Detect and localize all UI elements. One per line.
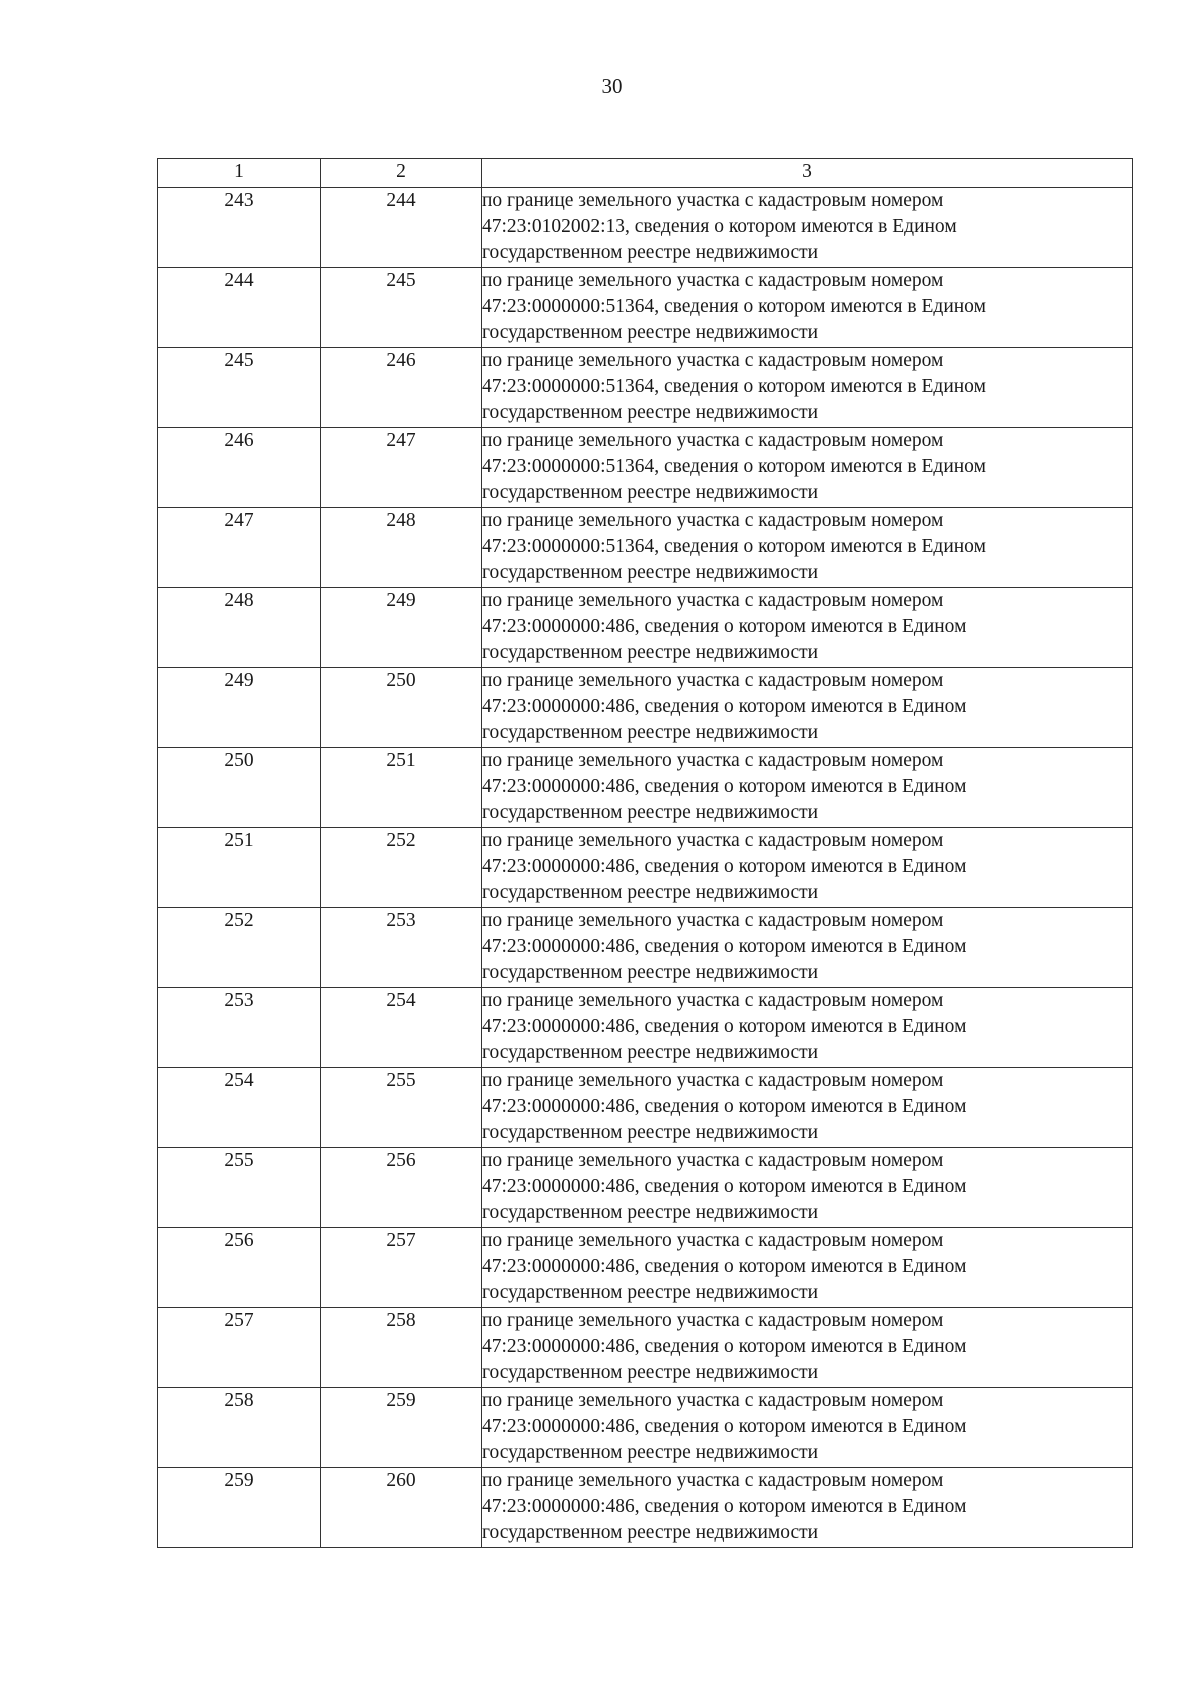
point-to-cell: 258 — [321, 1308, 482, 1388]
boundary-description-cell — [482, 908, 1133, 988]
description-line: государственном реестре недвижимости — [482, 482, 819, 503]
point-to-cell: 245 — [321, 268, 482, 348]
point-from-cell: 259 — [158, 1468, 321, 1548]
table-row — [158, 1468, 1133, 1548]
point-from-cell: 257 — [158, 1308, 321, 1388]
boundary-description-cell — [482, 1148, 1133, 1228]
point-from-cell: 250 — [158, 748, 321, 828]
description-line: государственном реестре недвижимости — [482, 1202, 819, 1223]
description-line: по границе земельного участка с кадастровым номером — [482, 1070, 944, 1091]
point-from-cell: 255 — [158, 1148, 321, 1228]
table-row — [158, 588, 1133, 668]
description-line: по границе земельного участка с кадастровым номером — [482, 510, 944, 531]
point-to-cell: 256 — [321, 1148, 482, 1228]
point-to-cell: 247 — [321, 428, 482, 508]
description-line: 47:23:0000000:486, сведения о котором имеются в Едином — [482, 1496, 967, 1517]
description-line: 47:23:0000000:486, сведения о котором имеются в Едином — [482, 1096, 967, 1117]
point-from-cell: 249 — [158, 668, 321, 748]
boundary-description-cell — [482, 588, 1133, 668]
point-from-cell: 252 — [158, 908, 321, 988]
point-from-cell: 243 — [158, 188, 321, 268]
description-line: по границе земельного участка с кадастровым номером — [482, 1150, 944, 1171]
table-row — [158, 428, 1133, 508]
boundary-description-cell — [482, 508, 1133, 588]
table-row — [158, 908, 1133, 988]
point-to-cell: 246 — [321, 348, 482, 428]
description-line: 47:23:0000000:486, сведения о котором имеются в Едином — [482, 1336, 967, 1357]
point-to-cell: 254 — [321, 988, 482, 1068]
description-line: по границе земельного участка с кадастровым номером — [482, 1230, 944, 1251]
point-to-cell: 255 — [321, 1068, 482, 1148]
description-line: 47:23:0102002:13, сведения о котором имеются в Едином — [482, 216, 957, 237]
boundary-table — [157, 158, 1133, 1548]
description-line: 47:23:0000000:51364, сведения о котором имеются в Едином — [482, 536, 986, 557]
table-row — [158, 1228, 1133, 1308]
table-row — [158, 988, 1133, 1068]
description-line: 47:23:0000000:486, сведения о котором имеются в Едином — [482, 776, 967, 797]
description-line: государственном реестре недвижимости — [482, 562, 819, 583]
table-row — [158, 1148, 1133, 1228]
point-from-cell: 251 — [158, 828, 321, 908]
description-line: государственном реестре недвижимости — [482, 722, 819, 743]
description-line: по границе земельного участка с кадастровым номером — [482, 910, 944, 931]
description-line: государственном реестре недвижимости — [482, 322, 819, 343]
boundary-description-cell — [482, 748, 1133, 828]
description-line: государственном реестре недвижимости — [482, 1122, 819, 1143]
description-line: 47:23:0000000:486, сведения о котором имеются в Едином — [482, 1256, 967, 1277]
point-from-cell: 253 — [158, 988, 321, 1068]
boundary-description-cell — [482, 268, 1133, 348]
point-to-cell: 260 — [321, 1468, 482, 1548]
boundary-description-cell — [482, 1068, 1133, 1148]
boundary-description-cell — [482, 1308, 1133, 1388]
table-header-row — [158, 159, 1133, 188]
description-line: по границе земельного участка с кадастровым номером — [482, 270, 944, 291]
point-to-cell: 244 — [321, 188, 482, 268]
description-line: 47:23:0000000:486, сведения о котором имеются в Едином — [482, 696, 967, 717]
point-from-cell: 245 — [158, 348, 321, 428]
point-to-cell: 257 — [321, 1228, 482, 1308]
description-line: по границе земельного участка с кадастровым номером — [482, 1470, 944, 1491]
description-line: по границе земельного участка с кадастровым номером — [482, 750, 944, 771]
description-line: по границе земельного участка с кадастровым номером — [482, 1310, 944, 1331]
point-to-cell: 251 — [321, 748, 482, 828]
boundary-description-cell — [482, 188, 1133, 268]
description-line: по границе земельного участка с кадастровым номером — [482, 590, 944, 611]
table-row — [158, 748, 1133, 828]
description-line: государственном реестре недвижимости — [482, 642, 819, 663]
description-line: 47:23:0000000:486, сведения о котором имеются в Едином — [482, 1016, 967, 1037]
table-row — [158, 348, 1133, 428]
description-line: 47:23:0000000:51364, сведения о котором имеются в Едином — [482, 456, 986, 477]
point-from-cell: 256 — [158, 1228, 321, 1308]
point-from-cell: 248 — [158, 588, 321, 668]
description-line: по границе земельного участка с кадастровым номером — [482, 670, 944, 691]
table-row — [158, 1388, 1133, 1468]
column-header-1: 1 — [158, 159, 321, 188]
description-line: по границе земельного участка с кадастровым номером — [482, 430, 944, 451]
description-line: государственном реестре недвижимости — [482, 962, 819, 983]
boundary-description-cell — [482, 1388, 1133, 1468]
point-from-cell: 246 — [158, 428, 321, 508]
description-line: государственном реестре недвижимости — [482, 402, 819, 423]
boundary-description-cell — [482, 348, 1133, 428]
description-line: государственном реестре недвижимости — [482, 882, 819, 903]
description-line: государственном реестре недвижимости — [482, 1442, 819, 1463]
boundary-description-cell — [482, 1228, 1133, 1308]
column-header-3: 3 — [482, 159, 1133, 188]
description-line: 47:23:0000000:486, сведения о котором имеются в Едином — [482, 936, 967, 957]
table-row — [158, 188, 1133, 268]
point-from-cell: 254 — [158, 1068, 321, 1148]
boundary-description-cell — [482, 668, 1133, 748]
page-number: 30 — [601, 74, 623, 98]
description-line: государственном реестре недвижимости — [482, 1282, 819, 1303]
description-line: государственном реестре недвижимости — [482, 1522, 819, 1543]
description-line: 47:23:0000000:486, сведения о котором имеются в Едином — [482, 616, 967, 637]
table-row — [158, 268, 1133, 348]
boundary-description-cell — [482, 988, 1133, 1068]
point-to-cell: 259 — [321, 1388, 482, 1468]
boundary-description-cell — [482, 1468, 1133, 1548]
point-from-cell: 244 — [158, 268, 321, 348]
description-line: государственном реестре недвижимости — [482, 1362, 819, 1383]
point-from-cell: 258 — [158, 1388, 321, 1468]
point-from-cell: 247 — [158, 508, 321, 588]
point-to-cell: 250 — [321, 668, 482, 748]
description-line: 47:23:0000000:51364, сведения о котором имеются в Едином — [482, 296, 986, 317]
table-row — [158, 668, 1133, 748]
description-line: по границе земельного участка с кадастровым номером — [482, 190, 944, 211]
description-line: государственном реестре недвижимости — [482, 242, 819, 263]
description-line: по границе земельного участка с кадастровым номером — [482, 1390, 944, 1411]
description-line: государственном реестре недвижимости — [482, 802, 819, 823]
table-body — [158, 188, 1133, 1548]
description-line: 47:23:0000000:486, сведения о котором имеются в Едином — [482, 1416, 967, 1437]
point-to-cell: 253 — [321, 908, 482, 988]
description-line: государственном реестре недвижимости — [482, 1042, 819, 1063]
table-row — [158, 508, 1133, 588]
description-line: 47:23:0000000:486, сведения о котором имеются в Едином — [482, 856, 967, 877]
description-line: по границе земельного участка с кадастровым номером — [482, 830, 944, 851]
table-row — [158, 1068, 1133, 1148]
description-line: по границе земельного участка с кадастровым номером — [482, 350, 944, 371]
description-line: по границе земельного участка с кадастровым номером — [482, 990, 944, 1011]
description-line: 47:23:0000000:486, сведения о котором имеются в Едином — [482, 1176, 967, 1197]
description-line: 47:23:0000000:51364, сведения о котором имеются в Едином — [482, 376, 986, 397]
boundary-description-cell — [482, 828, 1133, 908]
point-to-cell: 248 — [321, 508, 482, 588]
table-row — [158, 828, 1133, 908]
boundary-description-cell — [482, 428, 1133, 508]
point-to-cell: 249 — [321, 588, 482, 668]
table-row — [158, 1308, 1133, 1388]
column-header-2: 2 — [321, 159, 482, 188]
point-to-cell: 252 — [321, 828, 482, 908]
